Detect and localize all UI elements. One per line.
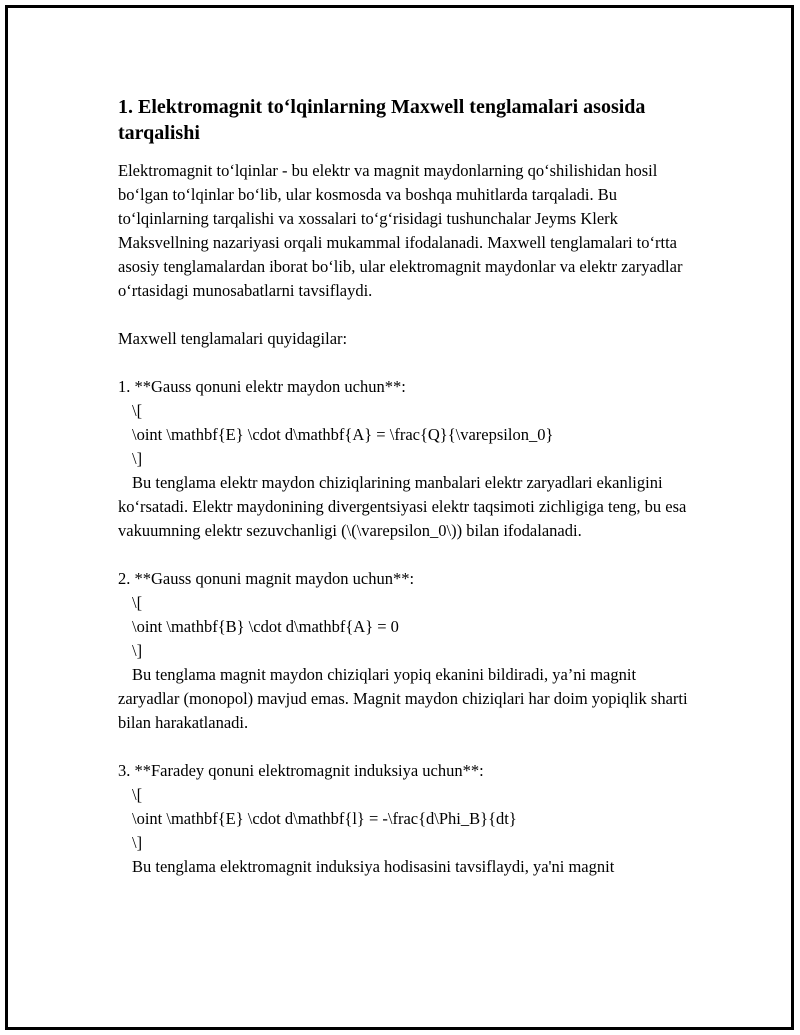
- equation-description: Bu tenglama elektr maydon chiziqlarining manbalari elektr zaryadlari ekanligini ko‘rsatadi. Elektr maydonining divergentsiyasi elektr taqsimoti zichligiga teng, bu esa vakuumning elektr sezuvchanligi (\(\varepsilon_0\)) bilan ifodalanadi.: [118, 473, 687, 540]
- equation-formula: \oint \mathbf{B} \cdot d\mathbf{A} = 0: [132, 617, 399, 636]
- equation-close-delimiter: \]: [132, 449, 143, 468]
- section-heading: 1. Elektromagnit to‘lqinlarning Maxwell tenglamalari asosida tarqalishi: [118, 96, 646, 144]
- equation-close-delimiter: \]: [132, 641, 143, 660]
- intro-paragraph: Elektromagnit to‘lqinlar - bu elektr va magnit maydonlarning qo‘shilishidan hosil bo‘lgan to‘lqinlar bo‘lib, ular kosmosda va boshqa muhitlarda tarqaladi. Bu to‘lqinlarning tarqalishi va xossalari to‘g‘risidagi tushunchalar Jeyms Klerk Maksvellning nazariyasi orqali mukammal ifodalanadi. Maxwell tenglamalari to‘rtta asosiy tenglamalardan iborat bo‘lib, ular elektromagnit maydonlar va elektr zaryadlar o‘rtasidagi munosabatlarni tavsiflaydi.: [118, 161, 683, 300]
- list-intro: Maxwell tenglamalari quyidagilar:: [118, 329, 348, 348]
- equation-block-2: [118, 567, 693, 735]
- equation-open-delimiter: \[: [132, 593, 143, 612]
- equation-formula: \oint \mathbf{E} \cdot d\mathbf{l} = -\frac{d\Phi_B}{dt}: [132, 809, 517, 828]
- equation-title: 1. **Gauss qonuni elektr maydon uchun**:: [118, 377, 406, 396]
- equation-open-delimiter: \[: [132, 401, 143, 420]
- equation-open-delimiter: \[: [132, 785, 143, 804]
- equation-description: Bu tenglama magnit maydon chiziqlari yopiq ekanini bildiradi, ya’ni magnit zaryadlar (monopol) mavjud emas. Magnit maydon chiziqlari har doim yopiqlik sharti bilan harakatlanadi.: [118, 665, 688, 732]
- equation-title: 2. **Gauss qonuni magnit maydon uchun**:: [118, 569, 415, 588]
- equation-description: Bu tenglama elektromagnit induksiya hodisasini tavsiflaydi, ya'ni magnit: [132, 857, 615, 876]
- equation-title: 3. **Faradey qonuni elektromagnit induksiya uchun**:: [118, 761, 484, 780]
- equation-block-3: [118, 759, 693, 879]
- equation-formula: \oint \mathbf{E} \cdot d\mathbf{A} = \frac{Q}{\varepsilon_0}: [132, 425, 554, 444]
- equation-close-delimiter: \]: [132, 833, 143, 852]
- equation-block-1: [118, 375, 693, 543]
- document-body: [118, 94, 693, 903]
